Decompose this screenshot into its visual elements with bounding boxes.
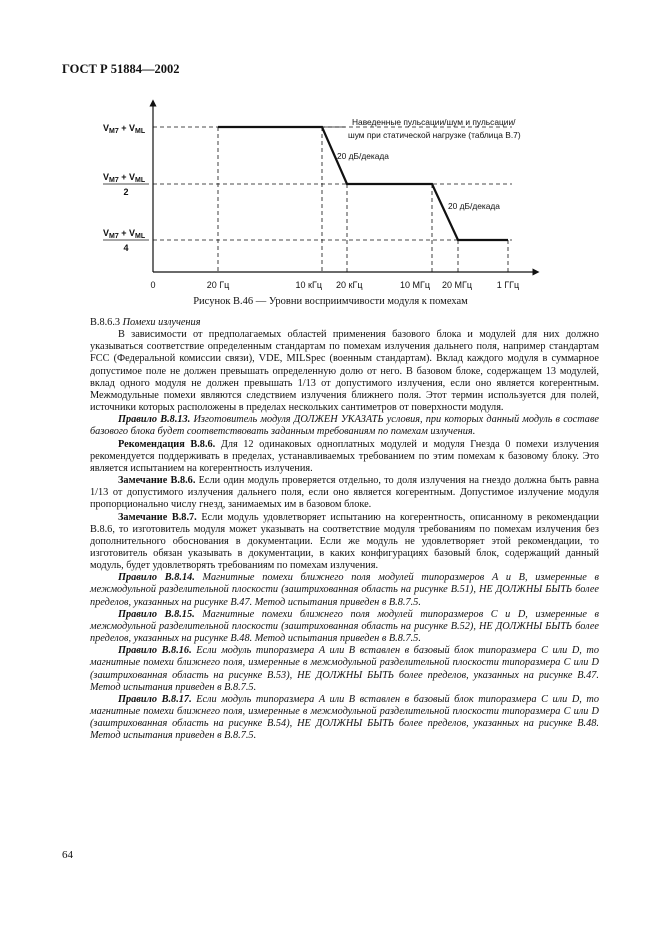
rule-b-8-14: Правило В.8.14. Магнитные помехи ближнего поля модулей типоразмеров A и B, измеренные в межмодульной разделительной плоскости (заштрихованная область на рисунке В.51), НЕ ДОЛЖНЫ БЫТЬ более пределов, указанных на рисунке В.47. Метод испытания приведен в В.8.7.5. — [90, 572, 599, 608]
y-tick-half-denominator: 2 — [123, 187, 129, 197]
y-tick-quarter-denominator: 4 — [123, 243, 129, 253]
section-heading: В.8.6.3 Помехи излучения — [90, 317, 201, 328]
rule-b-8-17: Правило В.8.17. Если модуль типоразмера A или B вставлен в базовый блок типоразмера C или D, то магнитные помехи ближнего поля, измеренные в межмодульной разделительной плоскости типоразмера C или D (заштрихованная область на рисунке В.54), НЕ ДОЛЖНЫ БЫТЬ более пределов, указанных на рисунке В.48. Метод испытания приведен в В.8.7.5. — [90, 693, 600, 742]
y-tick-full: $V_{M7} + V_{ML}$ — [103, 123, 146, 135]
x-tick-20khz: 20 кГц — [336, 280, 363, 290]
document-header: ГОСТ Р 51884—2002 — [62, 62, 180, 76]
susceptibility-chart — [0, 0, 661, 300]
x-tick-10mhz: 10 МГц — [399, 280, 430, 290]
body-text — [90, 317, 599, 742]
page-number: 64 — [62, 849, 73, 861]
slope-label-1: 20 дБ/декада — [337, 151, 389, 161]
x-tick-10khz: 10 кГц — [295, 280, 322, 290]
rule-b-8-16: Правило В.8.16. Если модуль типоразмера A или B вставлен в базовый блок типоразмера C или D, то магнитные помехи ближнего поля, измеренные в межмодульной разделительной плоскости типоразмера C или D (заштрихованная область на рисунке В.53), НЕ ДОЛЖНЫ БЫТЬ более пределов, указанных на рисунке В.47. Метод испытания приведен в В.8.7.5. — [90, 645, 600, 693]
x-tick-20mhz: 20 МГц — [442, 280, 473, 290]
legend-line-2: шум при статической нагрузке (таблица В.7) — [348, 130, 521, 140]
recommendation-b-8-6: Рекомендация В.8.6. Для 12 одинаковых одноплатных модулей и модуля Гнезда 0 помехи излучения рекомендуется поддерживать в пределах, устанавливаемых требованием по этим помехам к базовому блоку. Это является испытанием на когерентность излучения. — [90, 438, 599, 474]
paragraph-intro: В зависимости от предполагаемых областей применения базового блока и модулей для них должно указываться соответствие определенным стандартам по помехам излучения дальнего поля, например стандартам FCC (Федеральной комиссии связи), VDE, MILSpec (военным стандартам). Вклад каждого модуля в суммарное допустимое поле не должен превышать определенную долю от него. В базовом блоке, содержащем 13 модулей, вклад одного модуля не должен превышать 1/13 от допустимого излучения, если оно является когерентным. Межмодульные помехи являются следствием излучения ближнего поля. Этот термин используется для полей, источники которых расположены в пределах нескольких сантиметров от поверхности модуля. — [90, 329, 599, 414]
slope-label-2: 20 дБ/декада — [448, 201, 500, 211]
series-line-susceptibility — [218, 127, 508, 240]
x-tick-0: 0 — [150, 280, 156, 290]
y-tick-quarter: $V_{M7} + V_{ML}$ — [103, 228, 146, 240]
figure-caption: Рисунок В.46 — Уровни восприимчивости модуля к помехам — [193, 296, 468, 307]
note-b-8-6: Замечание В.8.6. Если один модуль проверяется отдельно, то доля излучения на гнездо должна быть равна 1/13 от допустимого излучения дальнего поля, если оно является когерентным. Допустимое излучение модуля пропорционально числу гнезд, занимаемых им в базовом блоке. — [90, 475, 600, 511]
rule-b-8-13: Правило В.8.13. Изготовитель модуля ДОЛЖЕН УКАЗАТЬ условия, при которых данный модуль в составе базового блока будет соответствовать заданным требованиям по помехам излучения. — [90, 414, 599, 438]
x-tick-20hz: 20 Гц — [206, 280, 230, 290]
section-title: Помехи излучения — [122, 317, 201, 328]
legend-line-1: Наведенные пульсации/шум и пульсации/ — [352, 117, 516, 127]
x-tick-1ghz: 1 ГГц — [496, 280, 520, 290]
note-b-8-7: Замечание В.8.7. Если модуль удовлетворяет испытанию на когерентность, описанному в рекомендации В.8.6, то изготовитель модуля может указывать на соответствие модуля требованиям по помехам излучения без дополнительного обоснования в документации. Если же модуль не удовлетворяет этой рекомендации, то изготовитель обязан указывать в документации, в каких конфигурациях базовый блок, содержащий данный модуль, будет удовлетворять требованиям по помехам излучения. — [90, 511, 600, 572]
rule-b-8-15: Правило В.8.15. Магнитные помехи ближнего поля модулей типоразмеров C и D, измеренные в межмодульной разделительной плоскости (заштрихованная область на рисунке В.52), НЕ ДОЛЖНЫ БЫТЬ более пределов, указанных на рисунке В.48. Метод испытания приведен в В.8.7.5. — [90, 608, 599, 645]
y-tick-half: $V_{M7} + V_{ML}$ — [103, 172, 146, 184]
